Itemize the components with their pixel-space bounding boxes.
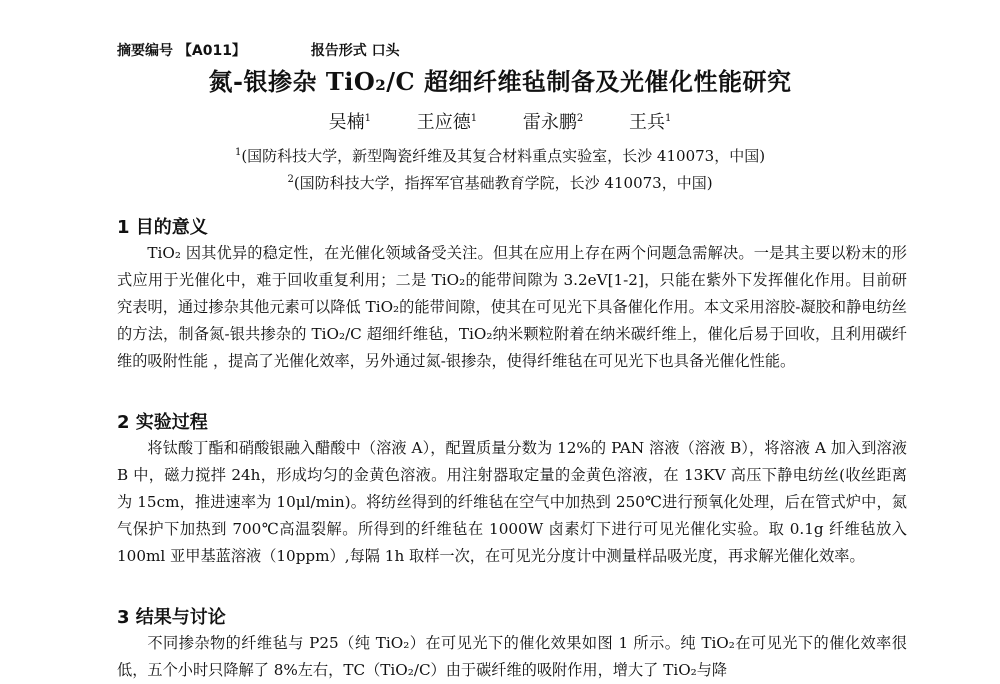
section-heading: 3 结果与讨论 xyxy=(117,607,226,628)
section-body: 将钛酸丁酯和硝酸银融入醋酸中（溶液 A），配置质量分数为 12%的 PAN 溶液（溶液 B），将溶液 A 加入到溶液 B 中，磁力搅拌 24h，形成均匀的金黄色溶液。用注射器取定量的金黄色溶液，在 13KV 高压下静电纺丝(收丝距离为 15cm，推进速率为 10μl/min)。将纺丝得到的纤维毡在空气中加热到 250℃进行预氧化处理，后在管式炉中，氮气保护下加热到 700℃高温裂解。所得到的纤维毡在 1000W 卤素灯下进行可见光催化实验。取 0.1g 纤维毡放入 100ml 亚甲基蓝溶液（10ppm）,每隔 1h 取样一次，在可见光分度计中测量样品吸光度，再求解光催化效率。 xyxy=(117,439,907,565)
author: 王兵$^1$ xyxy=(628,112,672,133)
section-heading: 1 目的意义 xyxy=(117,217,208,238)
section-body: TiO₂ 因其优异的稳定性，在光催化领域备受关注。但其在应用上存在两个问题急需解决。一是其主要以粉末的形式应用于光催化中，难于回收重复利用；二是 TiO₂的能带间隙为 3.2eV[1-2]，只能在紫外下发挥催化作用。目前研究表明，通过掺杂其他元素可以降低 TiO₂的能带间隙，使其在可见光下具备催化作用。本文采用溶胶-凝胶和静电纺丝的方法，制备氮-银共掺杂的 TiO₂/C 超细纤维毡，TiO₂纳米颗粒附着在纳米碳纤维上，催化后易于回收，且利用碳纤维的吸附性能 ，提高了光催化效率，另外通过氮-银掺杂，使得纤维毡在可见光下也具备光催化性能。 xyxy=(117,244,907,370)
section-body: 不同掺杂物的纤维毡与 P25（纯 TiO₂）在可见光下的催化效果如图 1 所示。纯 TiO₂在可见光下的催化效率很低，五个小时只降解了 8%左右，TC（TiO₂/C）由于碳纤维的吸附作用，增大了 TiO₂与降 xyxy=(117,634,907,679)
abstract-code: 摘要编号 【A011】 xyxy=(117,43,246,59)
author: 吴楠$^1$ xyxy=(328,112,372,133)
affiliation-1: $^1$(国防科技大学，新型陶瓷纤维及其复合材料重点实验室，长沙 410073，中国) xyxy=(234,147,766,165)
author: 王应德$^1$ xyxy=(416,112,478,133)
abstract-meta xyxy=(117,40,400,60)
section-heading: 2 实验过程 xyxy=(117,412,208,433)
author-list xyxy=(0,108,1000,134)
paper-title: 氮-银掺杂 TiO₂/C 超细纤维毡制备及光催化性能研究 xyxy=(208,67,792,96)
report-format: 报告形式 口头 xyxy=(310,43,400,59)
affiliation-2: $^2$(国防科技大学，指挥军官基础教育学院，长沙 410073，中国) xyxy=(287,174,713,192)
author: 雷永鹏$^2$ xyxy=(522,112,584,133)
